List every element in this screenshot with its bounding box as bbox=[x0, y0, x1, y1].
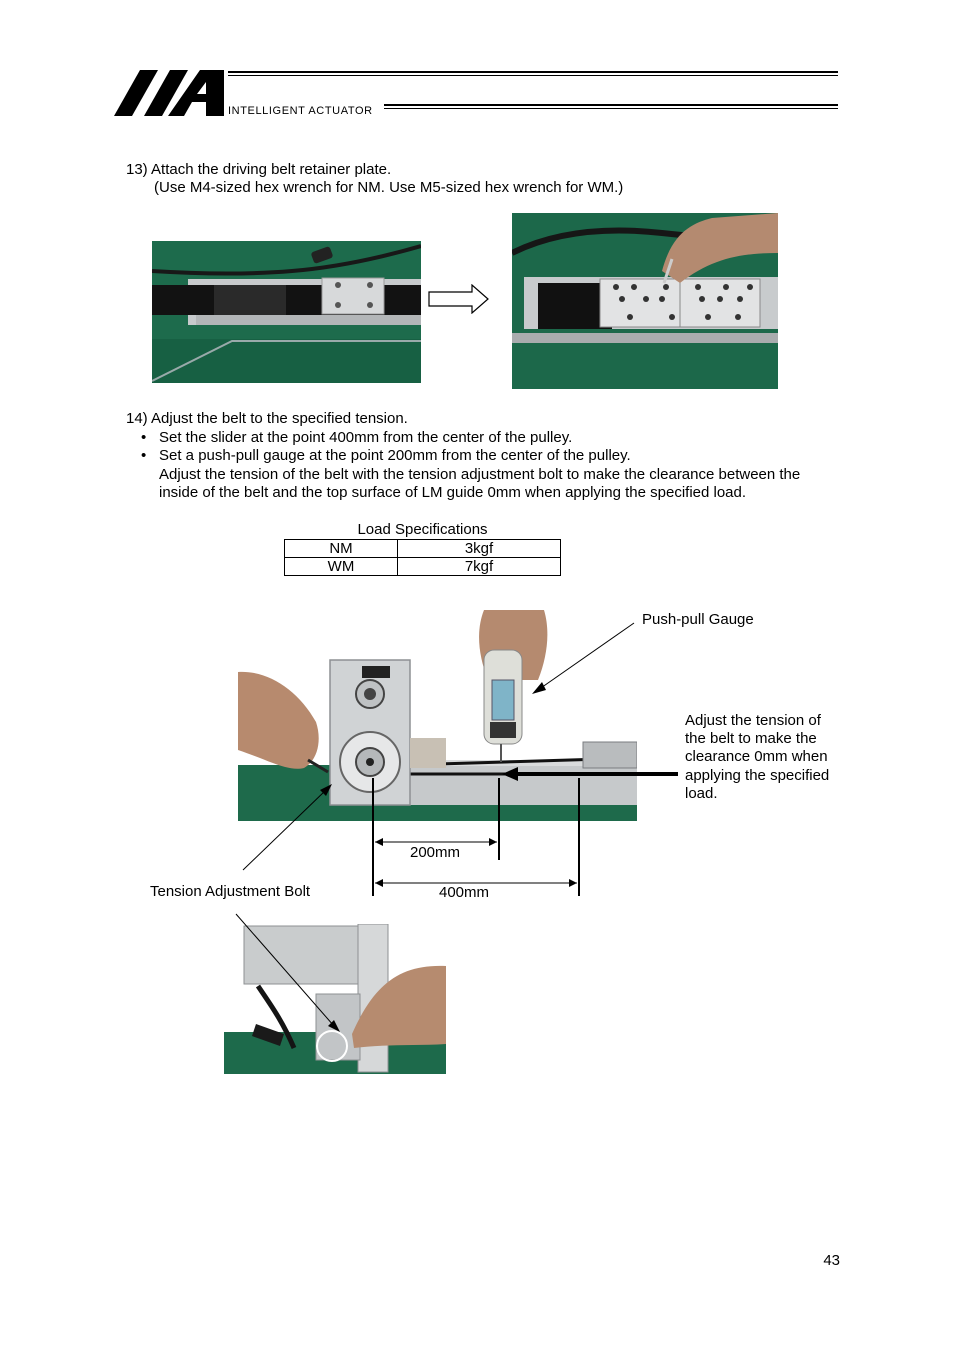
table-row bbox=[285, 540, 561, 558]
label-tension-adjustment-bolt: Tension Adjustment Bolt bbox=[150, 883, 311, 900]
step14-paragraph-line-1: Adjust the tension of the belt with the tension adjustment bolt to make the clearance between the bbox=[159, 466, 801, 483]
header-rule-bottom-1 bbox=[384, 104, 838, 106]
step14-paragraph-line-2: inside of the belt and the top surface of LM guide 0mm when applying the specified load. bbox=[159, 484, 747, 501]
table-cell-model: NM bbox=[285, 540, 398, 558]
header bbox=[0, 0, 954, 130]
brand-text: INTELLIGENT ACTUATOR bbox=[228, 105, 373, 117]
step14-title: 14) Adjust the belt to the specified tension. bbox=[126, 410, 408, 427]
table-cell-model: WM bbox=[285, 558, 398, 576]
photo-belt-after bbox=[512, 213, 778, 389]
label-adjust-line-3: clearance 0mm when bbox=[685, 748, 828, 765]
table-row bbox=[285, 558, 561, 576]
table-cell-load: 3kgf bbox=[398, 540, 561, 558]
bullet-marker-2: • bbox=[141, 447, 147, 464]
leader-line-bolt bbox=[240, 780, 336, 874]
label-adjust-line-4: applying the specified bbox=[685, 767, 830, 784]
label-adjust-line-5: load. bbox=[685, 785, 718, 802]
table-cell-load: 7kgf bbox=[398, 558, 561, 576]
header-rule-top-2 bbox=[228, 75, 838, 76]
step13-note: (Use M4-sized hex wrench for NM. Use M5-sized hex wrench for WM.) bbox=[154, 179, 624, 196]
step13-title: 13) Attach the driving belt retainer plate. bbox=[126, 161, 392, 178]
step14-bullet-1: Set the slider at the point 400mm from the center of the pulley. bbox=[159, 429, 573, 446]
photo-belt-before bbox=[152, 241, 421, 383]
dimension-label-400mm: 400mm bbox=[439, 884, 490, 901]
bullet-marker-1: • bbox=[141, 429, 147, 446]
iai-logo-icon bbox=[112, 68, 226, 118]
leader-line-gauge bbox=[528, 620, 638, 700]
load-spec-caption: Load Specifications bbox=[357, 521, 488, 538]
header-rule-top-1 bbox=[228, 71, 838, 73]
label-push-pull-gauge: Push-pull Gauge bbox=[642, 611, 754, 628]
header-rule-bottom-2 bbox=[384, 108, 838, 109]
label-adjust-line-1: Adjust the tension of bbox=[685, 712, 821, 729]
dimension-label-200mm: 200mm bbox=[410, 844, 461, 861]
leader-line-bolt-detail bbox=[234, 912, 346, 1036]
label-adjust-line-2: the belt to make the bbox=[685, 730, 817, 747]
page-number: 43 bbox=[823, 1252, 840, 1269]
load-spec-table bbox=[284, 539, 561, 576]
dimension-lines bbox=[366, 778, 586, 898]
right-arrow-icon bbox=[428, 284, 490, 314]
step14-bullet-2: Set a push-pull gauge at the point 200mm from the center of the pulley. bbox=[159, 447, 631, 464]
